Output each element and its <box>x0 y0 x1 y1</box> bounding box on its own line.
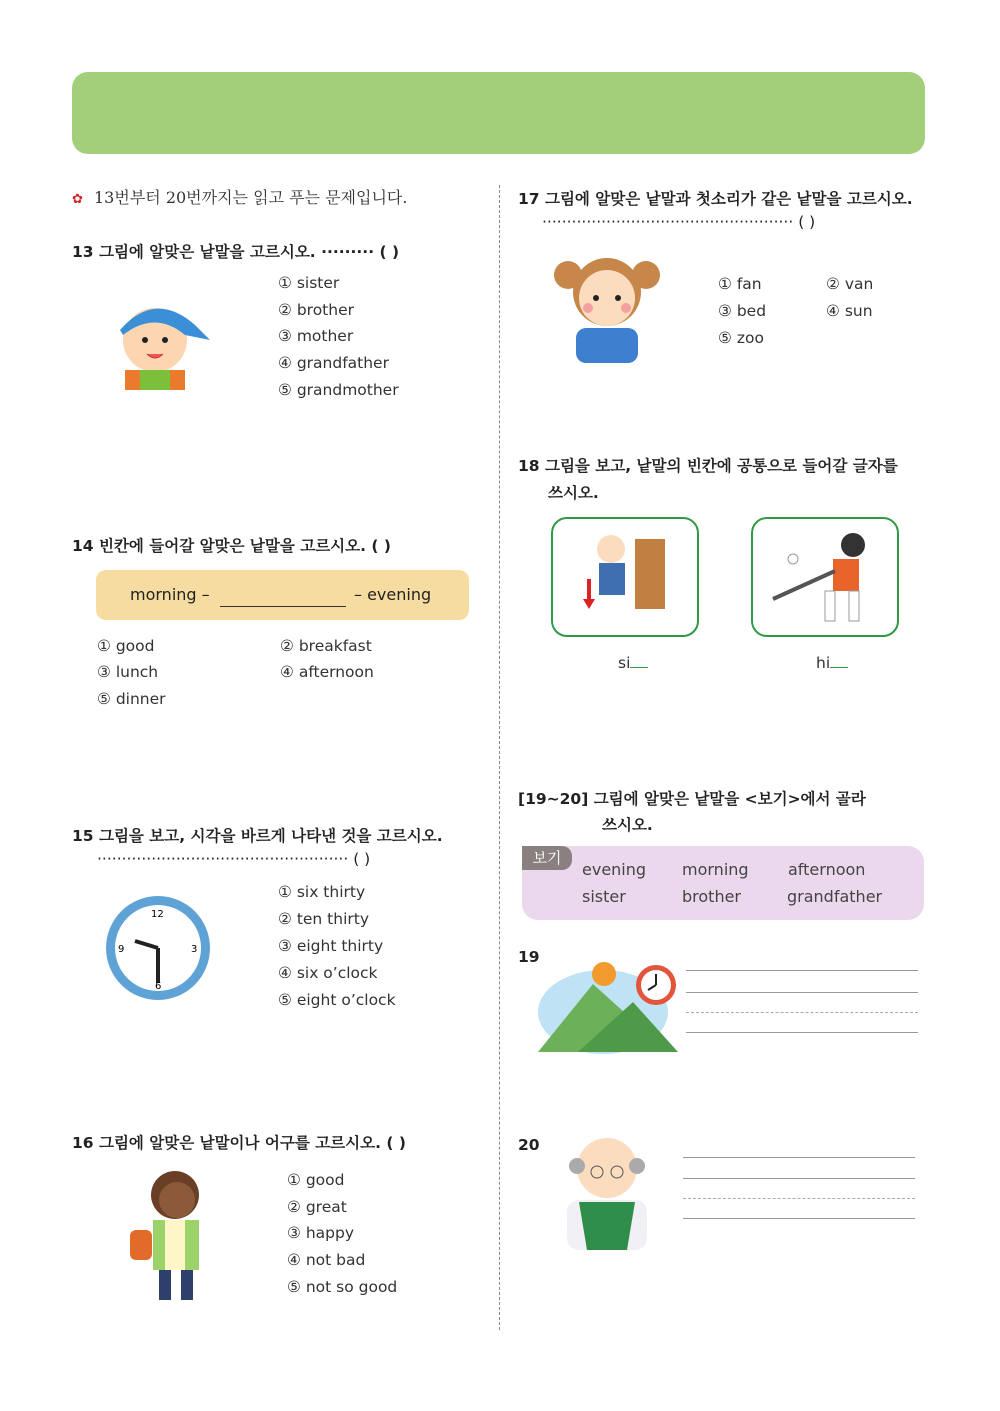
q15-title: 15 그림을 보고, 시각을 바르게 나타낸 것을 고르시오. <box>72 827 443 845</box>
q16-title: 16 그림에 알맞은 낱말이나 어구를 고르시오. ( ) <box>72 1134 406 1152</box>
q15-option-5[interactable]: ⑤ eight o’clock <box>278 991 396 1009</box>
word-bank-item: grandfather <box>787 887 883 906</box>
q14-option-2[interactable]: ② breakfast <box>280 637 372 655</box>
q14-title: 14 빈칸에 들어갈 알맞은 낱말을 고르시오. ( ) <box>72 537 391 555</box>
column-divider <box>499 185 500 1330</box>
q13-title: 13 그림에 알맞은 낱말을 고르시오. ········· ( ) <box>72 243 400 261</box>
q17-answer-dots: ··················································· ( ) <box>542 213 816 231</box>
q16-option-5[interactable]: ⑤ not so good <box>287 1278 398 1296</box>
q19-20-title-line2: 쓰시오. <box>602 816 653 834</box>
clock-illustration <box>103 893 213 1003</box>
baseball-batter-illustration <box>753 519 897 635</box>
word-bank-item: evening <box>582 860 647 879</box>
q13-option-5[interactable]: ⑤ grandmother <box>278 381 399 399</box>
q18-word-sit <box>618 653 648 672</box>
word-bank-box <box>522 846 924 920</box>
q13-option-2[interactable]: ② brother <box>278 301 354 319</box>
q17-option-2[interactable]: ② van <box>826 275 874 293</box>
q14-option-1[interactable]: ① good <box>97 637 155 655</box>
intro-line <box>72 185 407 208</box>
q16-option-4[interactable]: ④ not bad <box>287 1251 366 1269</box>
q14-sentence-box <box>96 570 469 620</box>
q15-option-4[interactable]: ④ six o’clock <box>278 964 378 982</box>
cold-girl-illustration <box>548 250 666 365</box>
q15-option-1[interactable]: ① six thirty <box>278 883 366 901</box>
svg-text:6: 6 <box>155 981 162 992</box>
q14-box-right: – evening <box>354 585 432 604</box>
word-bank-item: afternoon <box>788 860 866 879</box>
q16-option-3[interactable]: ③ happy <box>287 1224 354 1242</box>
q17-option-5[interactable]: ⑤ zoo <box>718 329 764 347</box>
q14-option-5[interactable]: ⑤ dinner <box>97 690 166 708</box>
girl-sitting-illustration <box>553 519 697 635</box>
hit-picture-frame <box>751 517 899 637</box>
q18-word1-prefix: si <box>618 654 631 672</box>
q17-option-4[interactable]: ④ sun <box>826 302 873 320</box>
svg-text:12: 12 <box>151 909 164 920</box>
q17-option-3[interactable]: ③ bed <box>718 302 767 320</box>
q14-blank <box>220 582 346 607</box>
q15-option-2[interactable]: ② ten thirty <box>278 910 370 928</box>
q14-option-4[interactable]: ④ afternoon <box>280 663 374 681</box>
q13-option-4[interactable]: ④ grandfather <box>278 354 389 372</box>
q15-answer-dots: ··················································· ( ) <box>97 850 371 868</box>
word-bank-item: morning <box>682 860 749 879</box>
header-banner <box>72 72 925 154</box>
intro-text: 13번부터 20번까지는 읽고 푸는 문제입니다. <box>94 188 408 207</box>
svg-text:9: 9 <box>118 944 125 955</box>
sick-child-illustration <box>125 1165 225 1305</box>
q13-option-1[interactable]: ① sister <box>278 274 340 292</box>
q16-option-2[interactable]: ② great <box>287 1198 347 1216</box>
q14-option-3[interactable]: ③ lunch <box>97 663 159 681</box>
flower-icon: ✿ <box>72 192 83 207</box>
q18-title-line2: 쓰시오. <box>548 484 599 502</box>
q20-number: 20 <box>518 1136 540 1154</box>
q17-option-1[interactable]: ① fan <box>718 275 762 293</box>
q15-option-3[interactable]: ③ eight thirty <box>278 937 384 955</box>
sit-picture-frame <box>551 517 699 637</box>
boy-cap-illustration <box>105 290 215 390</box>
word-bank-item: sister <box>582 887 626 906</box>
q18-title: 18 그림을 보고, 낱말의 빈칸에 공통으로 들어갈 글자를 <box>518 457 898 475</box>
q16-option-1[interactable]: ① good <box>287 1171 345 1189</box>
q13-option-3[interactable]: ③ mother <box>278 327 354 345</box>
q14-box-left: morning – <box>130 585 210 604</box>
grandfather-illustration <box>557 1130 657 1252</box>
morning-mountain-illustration <box>538 952 680 1056</box>
q18-blank-2[interactable] <box>830 653 848 668</box>
svg-text:3: 3 <box>191 944 198 955</box>
q18-word2-prefix: hi <box>816 654 831 672</box>
q19-number: 19 <box>518 948 540 966</box>
q19-20-title: [19~20] 그림에 알맞은 낱말을 <보기>에서 골라 <box>518 790 866 808</box>
word-bank-item: brother <box>682 887 742 906</box>
q18-blank-1[interactable] <box>630 653 648 668</box>
word-bank-label: 보기 <box>522 846 572 870</box>
q18-word-hit <box>816 653 848 672</box>
q17-title: 17 그림에 알맞은 낱말과 첫소리가 같은 낱말을 고르시오. <box>518 190 913 208</box>
